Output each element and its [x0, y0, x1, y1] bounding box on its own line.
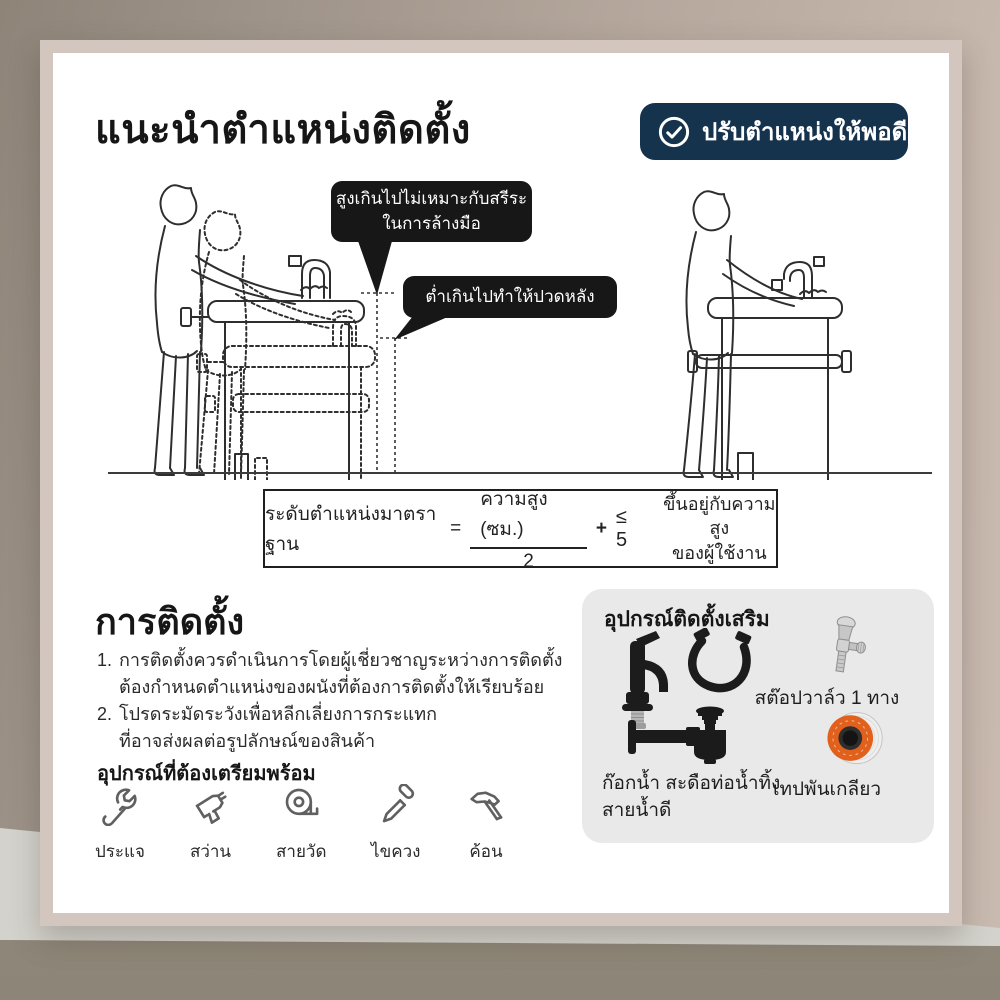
tool-label: ประแจ — [95, 842, 145, 861]
callout-too-high-line2: ในการล้างมือ — [382, 213, 481, 233]
height-formula-box — [263, 489, 778, 572]
drain-trap-image — [626, 706, 748, 768]
stop-valve-image — [822, 616, 870, 680]
callout-too-low-label: ต่ำเกินไปทำให้ปวดหลัง — [425, 286, 595, 306]
faucet-set-label: ก๊อกน้ำ สะดือท่อน้ำทิ้ง สายน้ำดี — [602, 773, 781, 821]
tools-heading: อุปกรณ์ที่ต้องเตรียมพร้อม — [97, 763, 316, 785]
guide-card-inner — [53, 53, 949, 913]
formula-fraction — [470, 484, 587, 573]
tool-hammer — [465, 784, 507, 865]
callout-too-high-line1: สูงเกินไปไม่เหมาะกับสรีระ — [335, 188, 528, 208]
tool-label: ไขควง — [371, 842, 421, 861]
check-circle-icon — [657, 115, 691, 149]
screwdriver-icon — [375, 784, 417, 831]
callout-too-low — [403, 276, 617, 318]
installation-heading: การติดตั้ง — [95, 601, 245, 642]
formula-limit: ≤ 5 — [615, 505, 628, 551]
hammer-icon — [465, 784, 507, 831]
stop-valve-label: สต๊อปวาล์ว 1 ทาง — [754, 688, 900, 709]
formula-note: ขึ้นอยู่กับความสูง ของผู้ใช้งาน — [663, 494, 776, 563]
guide-card — [40, 40, 962, 926]
tape-measure-icon — [280, 784, 322, 831]
tool-label: ค้อน — [469, 842, 503, 861]
thread-tape-label: เทปพันเกลียว — [772, 779, 882, 800]
thread-tape-image — [818, 708, 888, 770]
tools-row — [95, 784, 507, 865]
installation-item-2: 2. โปรดระมัดระวังเพื่อหลีกเลี่ยงการกระแทก ที่อาจส่งผลต่อรูปลักษณ์ของสินค้า — [97, 704, 438, 751]
accessories-box — [582, 589, 934, 843]
formula-numerator: ความสูง (ซม.) — [470, 484, 587, 549]
installation-list — [97, 647, 583, 755]
formula-denominator: 2 — [523, 551, 534, 572]
formula-equals: = — [450, 517, 462, 539]
fit-position-badge — [640, 103, 908, 160]
tool-tape-measure — [276, 784, 326, 865]
tool-label: สว่าน — [189, 842, 232, 861]
accessories-heading: อุปกรณ์ติดตั้งเสริม — [604, 608, 770, 631]
page-title: แนะนำตำแหน่งติดตั้ง — [95, 108, 471, 152]
tool-wrench — [95, 784, 145, 865]
wrench-icon — [99, 784, 141, 831]
hose-image — [686, 628, 756, 694]
tool-screwdriver — [371, 784, 420, 865]
formula-label: ระดับตำแหน่งมาตราฐาน — [265, 503, 437, 555]
tool-label: สายวัด — [276, 842, 327, 861]
drill-icon — [190, 784, 232, 831]
tool-drill — [190, 784, 232, 865]
formula-plus: + — [595, 517, 607, 539]
badge-label: ปรับตำแหน่งให้พอดี — [702, 119, 908, 146]
installation-item-1: 1. การติดตั้งควรดำเนินการโดยผู้เชี่ยวชาญระหว่างการติดตั้ง ต้องกำหนดตำแหน่งของผนังที่ต้องการติดตั้งให้เรียบร้อย — [97, 650, 563, 697]
callout-too-high — [331, 181, 532, 242]
